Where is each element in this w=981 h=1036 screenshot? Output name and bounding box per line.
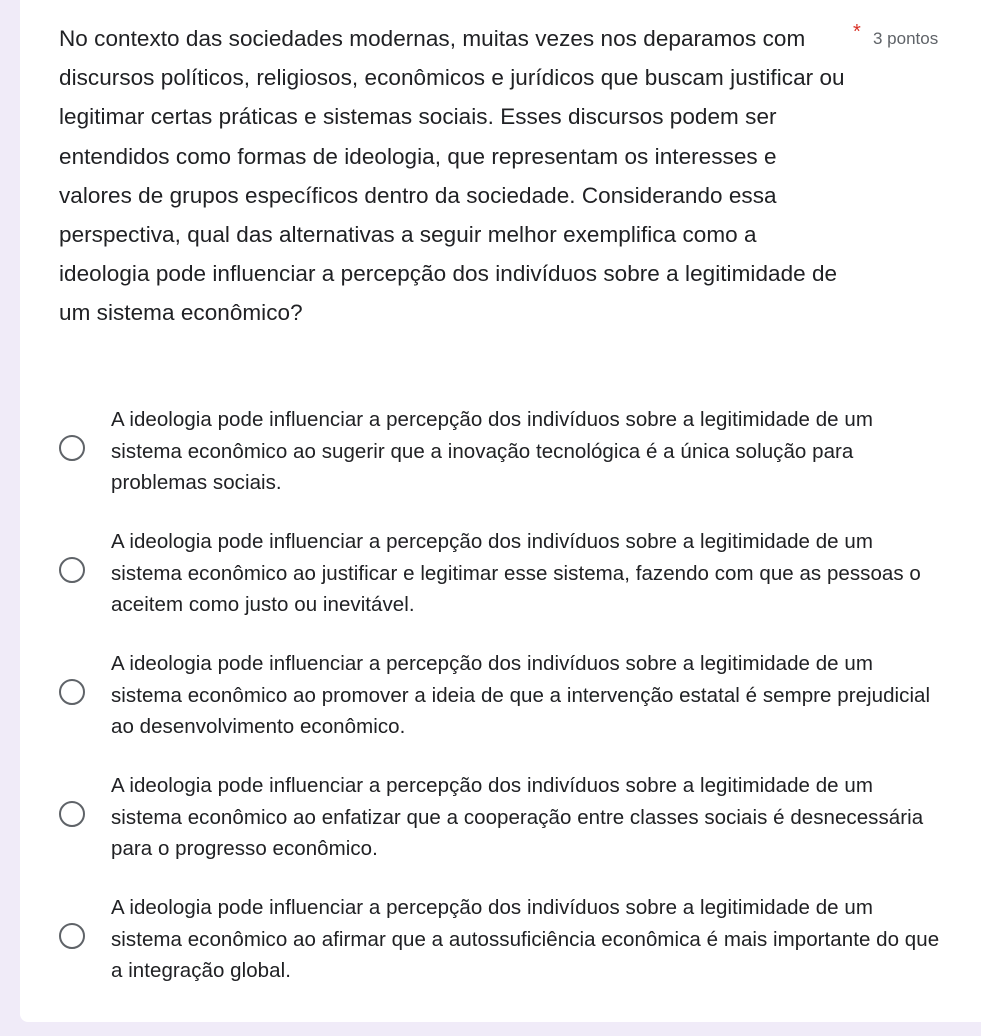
- option-label-4[interactable]: A ideologia pode influenciar a percepção dos indivíduos sobre a legitimidade de um sistema econômico ao enfatizar que a cooperação entre classes sociais é desnecessária para o progresso econômico.: [111, 774, 924, 861]
- option-2[interactable]: [20, 526, 981, 648]
- option-label-2[interactable]: A ideologia pode influenciar a percepção dos indivíduos sobre a legitimidade de um sistema econômico ao justificar e legitimar esse sistema, fazendo com que as pessoas o aceitem como justo ou inevitável.: [111, 530, 921, 617]
- options-list: [20, 404, 981, 1014]
- question-text: No contexto das sociedades modernas, muitas vezes nos deparamos com discursos políticos, religiosos, econômicos e jurídicos que buscam justificar ou legitimar certas práticas e sistemas sociais. Esses discursos podem ser entendidos como formas de ideologia, que representam os interesses e valores de grupos específicos dentro da sociedade. Considerando essa perspectiva, qual das alternativas a seguir melhor exemplifica como a ideologia pode influenciar a percepção dos indivíduos sobre a legitimidade de um sistema econômico?: [59, 26, 845, 326]
- question-card: [20, 0, 981, 1022]
- option-label-3[interactable]: A ideologia pode influenciar a percepção dos indivíduos sobre a legitimidade de um sistema econômico ao promover a ideia de que a intervenção estatal é sempre prejudicial ao desenvolvimento econômico.: [111, 652, 931, 739]
- radio-button-1[interactable]: [59, 435, 85, 461]
- option-3[interactable]: [20, 648, 981, 770]
- option-label-5[interactable]: A ideologia pode influenciar a percepção dos indivíduos sobre a legitimidade de um sistema econômico ao afirmar que a autossuficiência econômica é mais importante do que a integração global.: [111, 896, 940, 983]
- points-label: 3 pontos: [873, 29, 939, 48]
- radio-button-2[interactable]: [59, 557, 85, 583]
- radio-button-5[interactable]: [59, 923, 85, 949]
- option-label-1[interactable]: A ideologia pode influenciar a percepção dos indivíduos sobre a legitimidade de um sistema econômico ao sugerir que a inovação tecnológica é a única solução para problemas sociais.: [111, 408, 873, 495]
- required-marker: *: [853, 21, 861, 43]
- option-5[interactable]: [20, 892, 981, 1014]
- radio-button-3[interactable]: [59, 679, 85, 705]
- radio-button-4[interactable]: [59, 801, 85, 827]
- option-1[interactable]: [20, 404, 981, 526]
- option-4[interactable]: [20, 770, 981, 892]
